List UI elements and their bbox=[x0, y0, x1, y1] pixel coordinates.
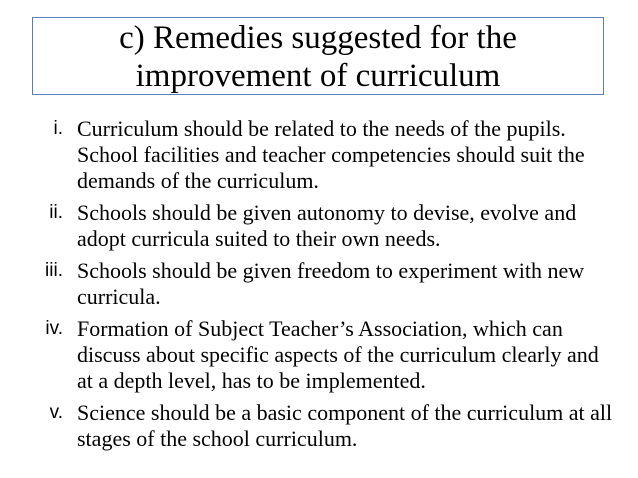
list-item-text: Schools should be given freedom to experiment with new curricula. bbox=[77, 258, 585, 309]
list-item-text: Curriculum should be related to the needs of the pupils. School facilities and teacher competencies should suit the demands of the curriculum. bbox=[77, 116, 585, 193]
list-numeral: i. bbox=[53, 118, 63, 139]
slide-title-box bbox=[32, 17, 604, 95]
list-numeral: v. bbox=[49, 402, 63, 423]
list-item bbox=[0, 400, 638, 452]
remedies-list bbox=[0, 116, 638, 458]
list-item-text: Science should be a basic component of the curriculum at all stages of the school curriculum. bbox=[77, 400, 613, 451]
slide-title-line-2: improvement of curriculum bbox=[135, 58, 501, 94]
list-numeral: iv. bbox=[45, 318, 63, 339]
list-numeral: iii. bbox=[45, 260, 63, 281]
list-item bbox=[0, 316, 638, 394]
list-item bbox=[0, 200, 638, 252]
list-item-text: Schools should be given autonomy to devise, evolve and adopt curricula suited to their own needs. bbox=[77, 200, 577, 251]
list-item-text: Formation of Subject Teacher’s Association, which can discuss about specific aspects of the curriculum clearly and at a depth level, has to be implemented. bbox=[77, 316, 599, 393]
list-item bbox=[0, 258, 638, 310]
list-numeral: ii. bbox=[49, 202, 63, 223]
list-item bbox=[0, 116, 638, 194]
slide-title-line-1: c) Remedies suggested for the bbox=[119, 20, 517, 56]
